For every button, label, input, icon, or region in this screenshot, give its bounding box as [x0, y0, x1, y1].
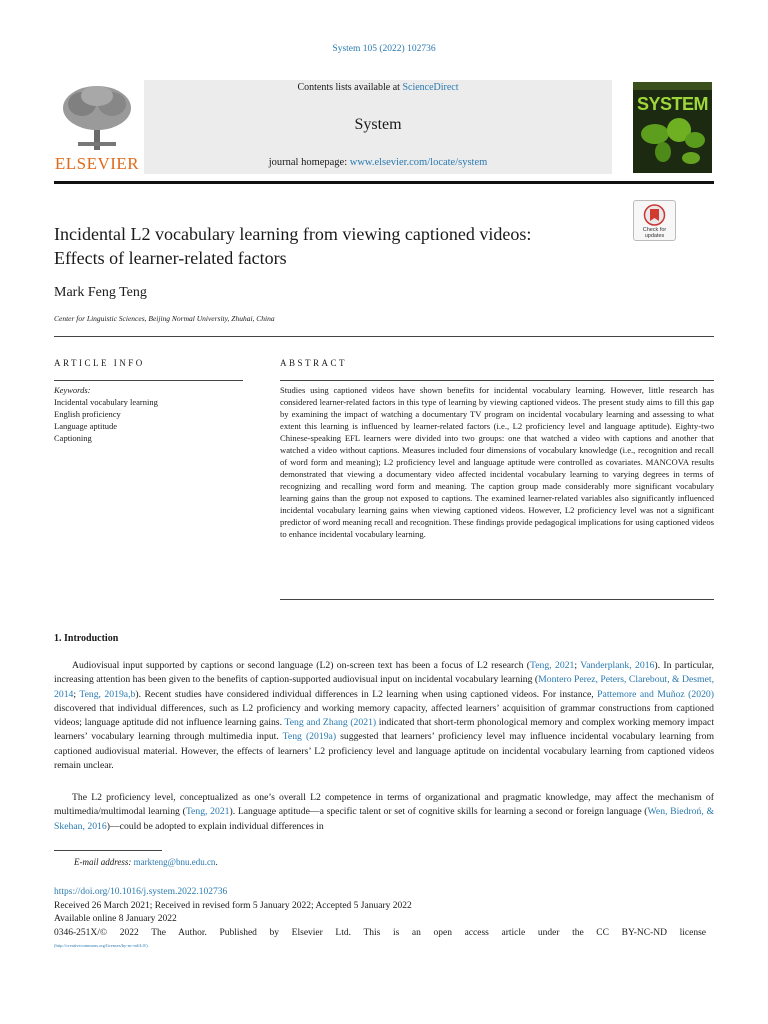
publisher-name: ELSEVIER — [54, 154, 140, 173]
keyword-item: Captioning — [54, 433, 92, 443]
check-for-updates-button[interactable]: Check for updates — [633, 200, 676, 241]
citation-link[interactable]: Teng (2019a) — [282, 731, 337, 743]
citation-link[interactable]: Teng, 2021 — [185, 806, 230, 818]
abstract-bottom-rule — [280, 599, 714, 600]
bookmark-icon — [634, 203, 675, 229]
contents-line: Contents lists available at ScienceDirect — [297, 82, 459, 93]
email-link[interactable]: markteng@bnu.edu.cn — [133, 857, 216, 867]
section-heading-introduction: 1. Introduction — [54, 633, 119, 644]
license-statement: 0346-251X/© 2022 The Author. Published by Elsevier Ltd. This is an open access article under the CC BY-NC-ND license — [54, 928, 706, 938]
keyword-item: English proficiency — [54, 409, 121, 419]
citation-link[interactable]: Pattemore and Muñoz (2020) — [597, 688, 714, 700]
journal-cover-image — [633, 82, 712, 173]
author-name: Mark Feng Teng — [54, 285, 147, 300]
citation-link[interactable]: Teng, 2019a,b — [79, 688, 136, 700]
license-link[interactable]: (http://creativecommons.org/licenses/by-nc-nd/4.0/). — [54, 943, 149, 948]
article-info-heading: ARTICLE INFO — [54, 358, 145, 368]
article-info-rule — [54, 380, 243, 381]
elsevier-logo — [54, 80, 140, 174]
cover-title: SYSTEM — [636, 94, 708, 114]
journal-banner — [144, 80, 612, 174]
journal-header — [54, 80, 714, 176]
citation-link[interactable]: Montero Perez, Peters, Clarebout, & Desmet, 2014 — [54, 674, 714, 700]
citation-link[interactable]: Teng, 2021 — [530, 660, 575, 671]
keyword-item: Language aptitude — [54, 421, 118, 431]
keyword-item: Incidental vocabulary learning — [54, 397, 158, 407]
footnote-email: E-mail address: markteng@bnu.edu.cn. — [74, 857, 218, 867]
header-rule — [54, 181, 714, 184]
available-online-date: Available online 8 January 2022 — [54, 914, 177, 924]
abstract-text: Studies using captioned videos have shown benefits for incidental vocabulary learning. However, little research has considered learner-related factors in this type of learning by viewing captioned videos. The present study aims to fill this gap by examining the impact of watching a documentary TV program on incidental vocabulary learning and assessing to what extent this learning is influenced by learner-related factors (i.e., L2 proficiency level and language aptitude). Eighty-two Chinese-speaking EFL learners were divided into two groups: one that watched a video with captions and another that watched a video without captions. Measures included four dimensions of vocabulary knowledge (i.e., recognition and recall of word form and meaning); L2 proficiency level and language aptitude were controlled as covariates. MANCOVA results demonstrated that viewing a documentary video affected incidental vocabulary learning to varying degrees in terms of recognizing and recalling word form and meaning. The caption group made considerably more significant vocabulary learning gains than the group not exposed to captions. The examined learner-related variables also significantly influenced incidental vocabulary learning gains when viewing captioned videos. However, L2 proficiency level was not a significant predictor of word meaning recall and recognition. These findings provide pedagogical implications for using captioned videos to enhance incidental vocabulary learning. — [280, 385, 714, 539]
intro-paragraph-2: The L2 proficiency level, conceptualized as one’s overall L2 competence in terms of organizational and pragmatic knowledge, may affect the mechanism of multimedia/multimodal learning (Teng, 2021). Language aptitude—a specific talent or set of cognitive skills for learning a second or foreign language (Wen, Biedroń, & Skehan, 2016)—could be adopted to explain individual differences in — [54, 792, 714, 832]
keywords-label: Keywords: — [54, 385, 91, 395]
citation-link[interactable]: Wen, Biedroń, & Skehan, 2016 — [54, 806, 714, 832]
keywords-list — [54, 384, 158, 444]
abstract-heading: ABSTRACT — [280, 358, 348, 368]
homepage-link[interactable]: www.elsevier.com/locate/system — [349, 157, 488, 168]
title-rule — [54, 336, 714, 337]
elsevier-tree-icon — [58, 82, 136, 152]
author-affiliation: Center for Linguistic Sciences, Beijing Normal University, Zhuhai, China — [54, 314, 275, 323]
citation-link[interactable]: Teng and Zhang (2021) — [284, 717, 377, 729]
intro-paragraph-1: Audiovisual input supported by captions or second language (L2) on-screen text has been a focus of L2 research (Teng, 2021; Vanderplank, 2016). In particular, increasing attention has been given to the benefits of caption-supported audiovisual input on incidental vocabulary learning (Montero Perez, Peters, Clarebout, & Desmet, 2014; Teng, 2019a,b). Recent studies have considered individual differences in L2 learning when using captioned videos. For instance, Pattemore and Muñoz (2020) discovered that individual differences, such as L2 proficiency and working memory capacity, affected learners’ acquisition of grammar constructions from captioned videos; language aptitude did not influence learning gains. Teng and Zhang (2021) indicated that short-term phonological memory and complex working memory impact learners’ vocabulary learning through multimedia input. Teng (2019a) suggested that learners’ proficiency level may influence incidental vocabulary learning from captioned audiovisual material. However, the effects of learners’ L2 proficiency level and language aptitude on incidental vocabulary learning from captioned videos remain unclear. — [54, 660, 715, 772]
citation-link[interactable]: Vanderplank, 2016 — [580, 660, 655, 671]
received-dates: Received 26 March 2021; Received in revised form 5 January 2022; Accepted 5 January 2022 — [54, 901, 412, 911]
doi-link[interactable]: https://doi.org/10.1016/j.system.2022.102736 — [54, 887, 228, 897]
abstract-rule — [280, 380, 714, 381]
sciencedirect-link[interactable]: ScienceDirect — [402, 82, 459, 93]
homepage-line: journal homepage: www.elsevier.com/locate/system — [268, 157, 488, 168]
footnote-rule — [54, 850, 162, 851]
article-title: Incidental L2 vocabulary learning from viewing captioned videos: Effects of learner-related factors — [54, 224, 532, 268]
journal-citation[interactable]: System 105 (2022) 102736 — [332, 44, 436, 54]
journal-name: System — [354, 116, 402, 133]
